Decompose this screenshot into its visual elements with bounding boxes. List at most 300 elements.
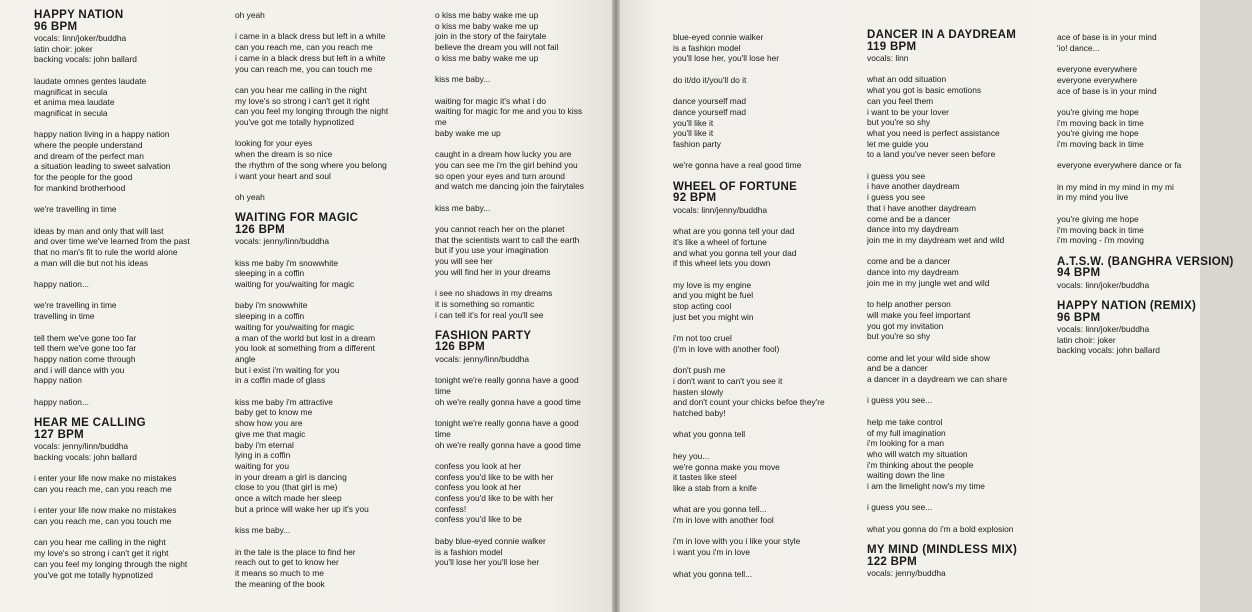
lyric-stanza <box>435 418 630 450</box>
lyric-line: come and be a dancer <box>867 256 951 267</box>
credit-line: vocals: linn/joker/buddha <box>1057 324 1150 335</box>
lyric-line: you'll like it <box>673 128 714 139</box>
lyric-line: magnificat in secula <box>34 107 108 118</box>
lyric-line: what are you gonna tell... <box>673 504 767 515</box>
lyric-line: i enter your life now make no mistakes <box>34 473 177 484</box>
lyric-line: i came in a black dress but left in a white <box>235 52 386 63</box>
lyric-line: a situation leading to sweet salvation <box>34 161 171 172</box>
song-bpm: 96 BPM <box>34 20 78 33</box>
lyric-stanza <box>673 365 868 419</box>
lyric-line: will make you feel important <box>867 309 971 320</box>
credit-line: backing vocals: john ballard <box>1057 345 1160 356</box>
lyric-line: can you feel my longing through the night <box>34 558 188 569</box>
lyric-line: oh yeah <box>235 10 265 20</box>
lyric-line: hasten slowly <box>673 386 724 397</box>
lyric-stanza <box>34 204 229 215</box>
lyric-stanza <box>673 569 868 580</box>
lyric-line: i'm in love with another fool <box>673 515 774 526</box>
lyric-line: what you gonna tell... <box>673 568 753 579</box>
lyric-line: waiting for you <box>235 461 289 471</box>
lyric-line: everyone everywhere <box>1057 64 1138 75</box>
lyric-line: come and let your wild side show <box>867 352 990 363</box>
lyric-line: i have another daydream <box>867 181 960 192</box>
lyric-line: you've got me totally hypnotized <box>235 117 354 127</box>
lyric-line: but you're so shy <box>867 117 931 128</box>
lyric-stanza <box>867 171 1062 246</box>
song-title: MY MIND (MINDLESS MIX) <box>867 544 1018 557</box>
lyric-line: you got my invitation <box>867 320 944 331</box>
lyric-line: fashion party <box>673 139 721 149</box>
lyric-stanza <box>235 192 430 203</box>
lyric-stanza <box>235 547 430 590</box>
song-block <box>235 213 430 589</box>
lyric-line: we're gonna make you move <box>673 461 780 472</box>
song-credits <box>34 33 229 65</box>
lyric-stanza <box>235 85 430 128</box>
lyric-line: my love's so strong i can't get it right <box>235 95 370 106</box>
lyric-line: i guess you see... <box>867 502 933 513</box>
song-block <box>673 182 868 579</box>
lyric-line: once a witch made her sleep <box>235 493 342 504</box>
lyric-line: the meaning of the book <box>235 578 325 589</box>
lyric-stanza <box>235 525 430 536</box>
lyric-line: you cannot reach her on the planet <box>435 223 565 234</box>
lyrics-column <box>867 30 1062 590</box>
lyric-stanza <box>435 96 630 139</box>
lyric-stanza <box>673 451 868 494</box>
lyric-stanza <box>435 288 630 320</box>
lyric-line: i'm moving back in time <box>1057 117 1144 128</box>
lyric-line: can you reach me, can you touch me <box>34 516 172 527</box>
lyric-line: what you gonna do i'm a bold explosion <box>867 523 1014 534</box>
credit-line: backing vocals: john ballard <box>34 54 137 65</box>
lyric-line: a man of the world but lost in a dream <box>235 332 376 343</box>
lyric-line: can you reach me, can you reach me <box>34 483 172 494</box>
lyric-line: o kiss me baby wake me up <box>435 52 539 63</box>
lyric-line: i'm moving - i'm moving <box>1057 235 1144 246</box>
lyric-line: time <box>435 386 451 397</box>
song-title: WAITING FOR MAGIC <box>235 212 359 225</box>
lyric-line: confess you look at her <box>435 460 522 471</box>
lyric-line: you will find her in your dreams <box>435 266 551 277</box>
lyric-line: caught in a dream how lucky you are <box>435 149 572 160</box>
lyric-stanza <box>34 76 229 119</box>
lyric-stanza <box>34 129 229 193</box>
credit-line: vocals: jenny/linn/buddha <box>235 236 330 247</box>
lyric-line: kiss me baby... <box>235 525 291 536</box>
lyric-line: join in the story of the fairytale <box>435 31 547 42</box>
lyric-line: tonight we're really gonna have a good <box>435 375 579 386</box>
song-credits <box>235 236 430 247</box>
lyric-line: where the people understand <box>34 140 143 150</box>
lyric-line: do it/do it/you'll do it <box>673 74 747 85</box>
lyric-line: my love's so strong i can't get it right <box>34 548 169 559</box>
lyric-line: happy nation... <box>34 279 89 290</box>
song-title: HAPPY NATION <box>34 9 124 21</box>
lyric-line: i'm not too cruel <box>673 333 732 344</box>
lyric-line: if this wheel lets you down <box>673 258 771 269</box>
lyric-stanza <box>435 224 630 278</box>
lyric-line: let me guide you <box>867 138 929 149</box>
lyric-line: and dream of the perfect man <box>34 150 144 161</box>
lyric-line: sleeping in a coffin <box>235 268 305 279</box>
lyric-stanza <box>673 504 868 525</box>
lyric-stanza <box>867 256 1062 288</box>
lyric-line: and i will dance with you <box>34 364 125 375</box>
song-credits <box>673 205 868 216</box>
lyric-line: waiting down the line <box>867 470 945 481</box>
lyric-stanza <box>673 32 868 64</box>
lyric-stanza <box>1057 107 1252 150</box>
song-bpm: 122 BPM <box>867 555 918 568</box>
lyric-line: kiss me baby i'm snowwhite <box>235 257 339 268</box>
lyric-line: who will watch my situation <box>867 448 968 459</box>
lyric-line: laudate omnes gentes laudate <box>34 75 147 86</box>
lyric-line: waiting for magic it's what i do <box>435 95 546 106</box>
lyric-line: it means so much to me <box>235 568 324 578</box>
book-gutter <box>612 0 620 612</box>
lyric-stanza <box>1057 214 1252 246</box>
lyric-line: magnificat in secula <box>34 86 108 97</box>
lyric-line: i enter your life now make no mistakes <box>34 505 177 516</box>
lyrics-column <box>673 32 868 590</box>
credit-line: latin choir: joker <box>34 43 93 54</box>
lyric-line: i want you i'm in love <box>673 547 751 558</box>
right-page <box>620 0 1234 612</box>
credit-line: vocals: linn <box>867 53 909 63</box>
lyric-line: a man will die but not his ideas <box>34 257 149 268</box>
lyric-stanza <box>867 502 1062 513</box>
lyric-line: o kiss me baby wake me up <box>435 10 539 20</box>
lyric-line: can you hear me calling in the night <box>34 537 166 548</box>
lyric-line: ace of base is in your mind <box>1057 32 1157 42</box>
lyric-line: that the scientists want to call the earth <box>435 234 580 245</box>
lyric-line: dance into my daydream <box>867 224 959 235</box>
lyric-line: lying in a coffin <box>235 450 291 461</box>
left-page <box>0 0 612 612</box>
song-credits <box>34 441 229 462</box>
song-title: A.T.S.W. (BANGHRA VERSION) <box>1057 255 1234 268</box>
lyric-line: i'm moving back in time <box>1057 139 1144 149</box>
lyric-line: what you gonna tell <box>673 429 746 440</box>
lyric-line: and you might be fuel <box>673 290 754 301</box>
lyric-line: what you got is basic emotions <box>867 85 982 96</box>
lyric-line: can you feel my longing through the night <box>235 106 389 117</box>
song-bpm: 96 BPM <box>1057 311 1101 324</box>
lyric-line: confess you look at her <box>435 482 522 493</box>
lyric-line: travelling in time <box>34 311 95 322</box>
lyric-stanza <box>34 300 229 321</box>
lyric-line: looking for your eyes <box>235 138 313 149</box>
lyric-line: dance yourself mad <box>673 96 747 107</box>
lyric-line: ideas by man and only that will last <box>34 225 164 236</box>
lyric-line: tell them we've gone too far <box>34 332 137 343</box>
lyric-line: i guess you see <box>867 170 926 181</box>
lyric-stanza <box>435 375 630 407</box>
lyric-line: we're travelling in time <box>34 204 117 215</box>
lyric-line: join me in my jungle wet and wild <box>867 277 990 288</box>
lyric-line: show how you are <box>235 418 303 429</box>
lyric-line: dance into my daydream <box>867 267 959 278</box>
lyric-line: kiss me baby... <box>435 74 491 85</box>
lyric-line: you'll lose her, you'll lose her <box>673 53 780 64</box>
song-credits <box>1057 324 1252 356</box>
song-title: DANCER IN A DAYDREAM <box>867 29 1017 41</box>
lyric-line: can you reach me, can you reach me <box>235 42 373 53</box>
lyric-line: i'm thinking about the people <box>867 459 974 470</box>
lyric-line: you're giving me hope <box>1057 213 1139 224</box>
lyric-stanza <box>673 333 868 354</box>
lyric-line: (i'm in love with another fool) <box>673 343 780 354</box>
lyric-stanza <box>867 417 1062 492</box>
song-title: WHEEL OF FORTUNE <box>673 180 798 193</box>
lyric-line: we're travelling in time <box>34 300 117 311</box>
lyric-line: reach out to get to know her <box>235 557 339 568</box>
lyric-stanza <box>673 96 868 150</box>
lyric-line: that no man's fit to rule the world alone <box>34 247 178 257</box>
lyric-line: and what you gonna tell your dad <box>673 247 797 258</box>
lyric-stanza <box>435 536 630 568</box>
song-bpm: 126 BPM <box>235 223 286 236</box>
lyric-line: i guess you see <box>867 192 926 203</box>
lyric-stanza <box>435 10 630 64</box>
song-credits <box>867 568 1062 579</box>
lyric-line: everyone everywhere <box>1057 74 1138 85</box>
lyric-line: you're giving me hope <box>1057 106 1139 117</box>
lyric-line: o kiss me baby wake me up <box>435 20 539 31</box>
lyric-line: that i have another daydream <box>867 202 976 213</box>
lyric-line: don't push me <box>673 365 726 376</box>
lyric-stanza <box>673 429 868 440</box>
lyric-line: stop acting cool <box>673 301 732 312</box>
song-block <box>435 331 630 568</box>
lyric-stanza <box>673 280 868 323</box>
lyric-stanza <box>867 74 1062 160</box>
lyric-line: but if you use your imagination <box>435 245 549 256</box>
credit-line: vocals: linn/jenny/buddha <box>673 204 768 215</box>
lyric-line: i'm in love with you i like your style <box>673 536 801 547</box>
lyric-line: it's like a wheel of fortune <box>673 236 767 247</box>
lyric-stanza <box>435 74 630 85</box>
lyric-stanza <box>235 300 430 386</box>
lyrics-column <box>235 10 430 600</box>
credit-line: latin choir: joker <box>1057 334 1116 345</box>
lyric-line: dance yourself mad <box>673 106 747 117</box>
lyric-stanza <box>235 31 430 74</box>
lyric-line: to help another person <box>867 299 951 310</box>
credit-line: vocals: jenny/buddha <box>867 568 946 579</box>
song-block <box>34 10 229 407</box>
lyric-line: in the tale is the place to find her <box>235 546 356 557</box>
lyric-line: baby get to know me <box>235 407 313 418</box>
lyric-stanza <box>34 473 229 494</box>
lyric-line: help me take control <box>867 416 943 427</box>
lyric-line: blue-eyed connie walker <box>673 32 764 42</box>
lyric-stanza <box>1057 182 1252 203</box>
lyric-line: i came in a black dress but left in a white <box>235 31 386 42</box>
song-credits <box>1057 280 1252 291</box>
lyric-line: et anima mea laudate <box>34 97 115 108</box>
song-block <box>673 32 868 171</box>
lyric-line: you look at something from a different <box>235 343 375 354</box>
lyric-line: to a land you've never seen before <box>867 149 996 160</box>
lyric-stanza <box>435 149 630 192</box>
song-bpm: 92 BPM <box>673 192 717 205</box>
lyric-stanza <box>235 258 430 290</box>
lyric-stanza <box>34 333 229 387</box>
lyric-line: me <box>435 117 447 127</box>
lyric-line: hatched baby! <box>673 408 726 419</box>
lyric-line: give me that magic <box>235 428 306 439</box>
lyric-line: what an odd situation <box>867 74 947 85</box>
lyric-stanza <box>673 75 868 86</box>
lyric-line: the rhythm of the song where you belong <box>235 159 387 170</box>
lyric-stanza <box>1057 32 1252 53</box>
lyric-line: of my full imagination <box>867 427 946 438</box>
lyric-line: i am the limelight now's my time <box>867 481 985 492</box>
lyric-line: waiting for magic for me and you to kiss <box>435 106 583 117</box>
lyric-stanza <box>34 537 229 580</box>
lyric-line: baby blue-eyed connie walker <box>435 535 546 546</box>
lyric-stanza <box>673 536 868 557</box>
lyric-line: i'm looking for a man <box>867 438 945 449</box>
lyric-line: and over time we've learned from the past <box>34 236 190 247</box>
lyric-line: you can reach me, you can touch me <box>235 63 373 74</box>
song-bpm: 126 BPM <box>435 341 486 354</box>
lyric-line: is a fashion model <box>673 42 741 53</box>
lyric-stanza <box>1057 64 1252 96</box>
lyric-line: i want to be your lover <box>867 106 949 117</box>
song-title: FASHION PARTY <box>435 329 532 342</box>
lyrics-column <box>1057 32 1252 367</box>
lyric-line: confess you'd like to be with her <box>435 471 554 482</box>
lyric-stanza <box>867 524 1062 535</box>
lyric-line: you're giving me hope <box>1057 128 1139 139</box>
song-block <box>867 30 1062 535</box>
lyric-line: you'll like it <box>673 117 714 128</box>
song-bpm: 94 BPM <box>1057 267 1101 280</box>
lyric-line: what you need is perfect assistance <box>867 127 1000 138</box>
lyric-line: everyone everywhere dance or fa <box>1057 160 1182 171</box>
lyric-line: i don't want to can't you see it <box>673 375 783 386</box>
lyric-line: happy nation... <box>34 396 89 407</box>
lyric-line: in my mind you live <box>1057 192 1129 203</box>
lyric-line: you've got me totally hypnotized <box>34 569 153 580</box>
lyric-stanza <box>435 203 630 214</box>
song-credits <box>435 354 630 365</box>
lyric-line: i see no shadows in my dreams <box>435 288 553 299</box>
lyric-line: waiting for you/waiting for magic <box>235 321 355 332</box>
lyric-line: 'io! dance... <box>1057 42 1100 53</box>
lyric-line: confess you'd like to be <box>435 514 522 525</box>
lyric-line: what are you gonna tell your dad <box>673 226 795 237</box>
song-block <box>34 418 229 580</box>
lyric-line: it tastes like steel <box>673 472 737 483</box>
lyric-line: time <box>435 428 451 439</box>
lyric-line: baby i'm eternal <box>235 439 294 450</box>
lyric-stanza <box>34 505 229 526</box>
lyric-line: waiting for you/waiting for magic <box>235 279 355 290</box>
lyric-line: is a fashion model <box>435 546 503 557</box>
lyric-stanza <box>673 226 868 269</box>
lyric-line: angle <box>235 353 256 364</box>
lyric-line: i want your heart and soul <box>235 170 331 181</box>
lyric-line: tonight we're really gonna have a good <box>435 418 579 429</box>
lyric-line: but i exist i'm waiting for you <box>235 364 340 375</box>
credit-line: vocals: linn/joker/buddha <box>34 33 127 43</box>
lyric-line: come and be a dancer <box>867 213 951 224</box>
lyric-line: like a stab from a knife <box>673 482 757 493</box>
lyric-line: happy nation come through <box>34 353 136 364</box>
lyric-stanza <box>235 138 430 181</box>
song-title: HAPPY NATION (REMIX) <box>1057 300 1197 313</box>
lyric-line: join me in my daydream wet and wild <box>867 234 1005 245</box>
lyric-line: can you feel them <box>867 95 934 106</box>
lyric-line: happy nation living in a happy nation <box>34 129 170 140</box>
lyric-line: i guess you see... <box>867 395 933 406</box>
lyric-stanza <box>235 10 430 21</box>
lyric-line: i'm moving back in time <box>1057 224 1144 235</box>
song-block <box>867 545 1062 579</box>
lyric-stanza <box>435 461 630 525</box>
lyric-line: ace of base is in your mind <box>1057 85 1157 96</box>
lyric-stanza <box>34 397 229 408</box>
lyric-line: you'll lose her you'll lose her <box>435 557 540 568</box>
lyric-line: and don't count your chicks befoe they're <box>673 397 825 408</box>
credit-line: vocals: jenny/linn/buddha <box>34 441 129 452</box>
lyric-line: for mankind brotherhood <box>34 182 126 193</box>
lyric-stanza <box>235 397 430 515</box>
lyric-line: confess! <box>435 503 467 514</box>
lyric-line: kiss me baby... <box>435 202 491 213</box>
lyric-line: confess you'd like to be with her <box>435 493 554 504</box>
lyric-line: it is something so romantic <box>435 298 535 309</box>
lyric-line: close to you (that girl is me) <box>235 482 338 493</box>
lyric-line: a dancer in a daydream we can share <box>867 374 1008 385</box>
credit-line: backing vocals: john ballard <box>34 451 137 462</box>
lyric-line: for the people for the good <box>34 172 133 183</box>
song-block <box>1057 32 1252 246</box>
lyric-line: you will see her <box>435 256 493 267</box>
lyric-stanza <box>34 279 229 290</box>
lyric-line: believe the dream you will not fail <box>435 42 559 53</box>
lyric-stanza <box>867 299 1062 342</box>
lyric-line: we're gonna have a real good time <box>673 160 802 171</box>
lyric-line: so open your eyes and turn around <box>435 170 565 181</box>
lyric-stanza <box>867 353 1062 385</box>
lyrics-column <box>34 10 229 591</box>
lyric-line: and watch me dancing join the fairytales <box>435 181 584 192</box>
lyric-line: sleeping in a coffin <box>235 311 305 322</box>
lyric-line: tell them we've gone too far <box>34 343 137 354</box>
lyric-line: baby i'm snowwhite <box>235 300 308 311</box>
credit-line: vocals: linn/joker/buddha <box>1057 279 1150 290</box>
song-block <box>1057 301 1252 356</box>
credit-line: vocals: jenny/linn/buddha <box>435 353 530 364</box>
lyrics-column <box>435 10 630 579</box>
lyric-stanza <box>1057 160 1252 171</box>
lyric-line: baby wake me up <box>435 127 501 138</box>
lyric-stanza <box>34 226 229 269</box>
lyric-line: when the dream is so nice <box>235 149 333 160</box>
song-block <box>235 10 430 203</box>
lyric-line: happy nation <box>34 375 82 386</box>
lyric-line: and be a dancer <box>867 363 928 374</box>
lyric-line: oh we're really gonna have a good time <box>435 396 581 407</box>
lyric-line: just bet you might win <box>673 311 754 322</box>
lyric-line: i can tell it's for real you'll see <box>435 309 544 320</box>
lyric-line: but a prince will wake her up it's you <box>235 503 369 514</box>
